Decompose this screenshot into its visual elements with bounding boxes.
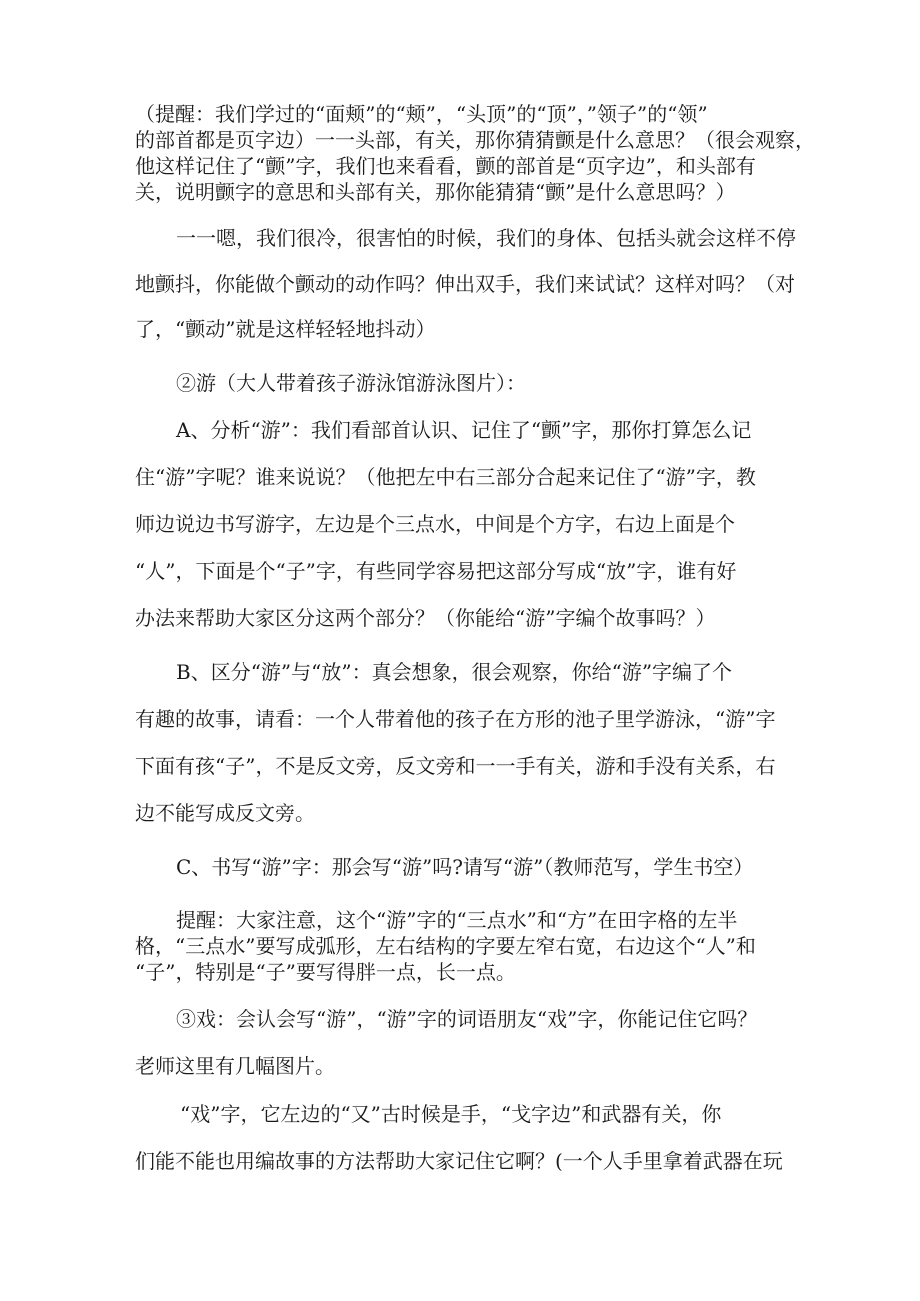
text-line: 们能不能也用编故事的方法帮助大家记住它啊？(一个人手里拿着武器在玩 (135, 1149, 783, 1173)
text-line: 老师这里有几幅图片。 (135, 1054, 335, 1078)
text-line: 一一嗯，我们很冷，很害怕的时候，我们的身体、包括头就会这样不停 (176, 226, 796, 250)
text-line: 提醒：大家注意，这个“游”字的“三点水”和“方”在田字格的左半 (176, 908, 738, 932)
text-line: 师边说边书写游字，左边是个三点水，中间是个方字，右边上面是个 (135, 512, 735, 536)
text-line: “人”，下面是个“子”字，有些同学容易把这部分写成“放”字，谁有好 (135, 559, 737, 583)
text-line: 了，“颤动”就是这样轻轻地抖动） (135, 317, 436, 341)
text-line: 格，“三点水”要写成弧形，左右结构的字要左窄右宽，右边这个“人”和 (135, 934, 756, 958)
text-line: 的部首都是页字边）一一头部，有关，那你猜猜颤是什么意思？（很会观察， (135, 128, 815, 152)
text-line: 办法来帮助大家区分这两个部分？（你能给“游”字编个故事吗？） (135, 606, 716, 630)
text-line: C、书写“游”字：那会写“游”吗?请写“游”（教师范写，学生书空） (176, 855, 754, 879)
text-line: 有趣的故事，请看：一个人带着他的孩子在方形的池子里学游泳，“游”字 (135, 707, 776, 731)
text-line: 他这样记住了“颤”字，我们也来看看，颤的部首是“页字边”，和头部有 (135, 154, 756, 178)
text-line: 下面有孩“子”，不是反文旁，反文旁和一一手有关，游和手没有关系，右 (135, 754, 776, 778)
text-line: “戏”字，它左边的“又”古时候是手，“戈字边”和武器有关，你 (180, 1102, 722, 1126)
text-line: ③戏：会认会写“游”，“游”字的词语朋友“戏”字，你能记住它吗？ (176, 1007, 758, 1031)
text-line: 边不能写成反文旁。 (135, 801, 315, 825)
text-line: 关，说明颤字的意思和头部有关，那你能猜猜“颤”是什么意思吗？） (135, 180, 736, 204)
text-line: B、区分“游”与“放”：真会想象，很会观察，你给“游”字编了个 (176, 660, 733, 684)
text-line: ②游（大人带着孩子游泳馆游泳图片）： (176, 371, 526, 395)
text-line: 地颤抖，你能做个颤动的动作吗？伸出双手，我们来试试？这样对吗？（对 (135, 272, 795, 296)
text-line: “子”，特别是“子”要写得胖一点，长一点。 (135, 960, 516, 984)
text-line: A、分析“游”：我们看部首认识、记住了“颤”字，那你打算怎么记 (176, 418, 752, 442)
text-line: 住“游”字呢？谁来说说？（他把左中右三部分合起来记住了“游”字，教 (135, 465, 756, 489)
text-line: （提醒：我们学过的“面颊”的“颊”，“头顶”的“顶”，”领子”的“领” (135, 102, 708, 126)
